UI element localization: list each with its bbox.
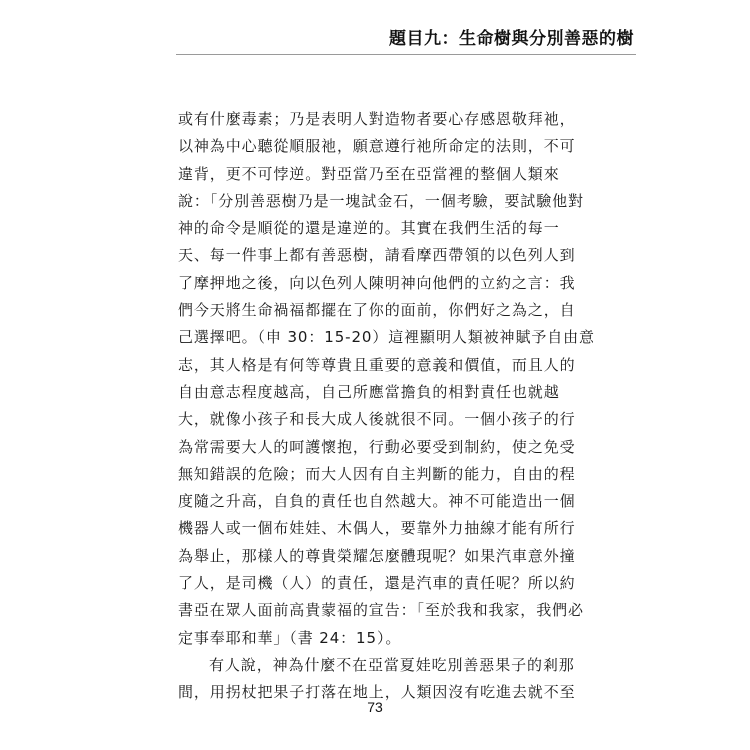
text-line: 為舉止，那樣人的尊貴榮耀怎麼體現呢？如果汽車意外撞 (178, 546, 576, 565)
text-line: 大，就像小孩子和長大成人後就很不同。一個小孩子的行 (178, 410, 576, 429)
text-line: 說：「分別善惡樹乃是一塊試金石，一個考驗，要試驗他對 (178, 191, 584, 210)
running-header-title: 題目九：生命樹與分別善惡的樹 (389, 29, 634, 49)
text-line: 或有什麼毒素；乃是表明人對造物者要心存感恩敬拜祂， (178, 110, 576, 128)
page-number: 73 (367, 699, 383, 715)
text-line: 了摩押地之後，向以色列人陳明神向他們的立約之言：我 (178, 273, 576, 292)
text-line: 天、每一件事上都有善惡樹，請看摩西帶領的以色列人到 (178, 246, 576, 265)
text-line: 有人說，神為什麼不在亞當夏娃吃別善惡果子的剎那 (209, 655, 575, 674)
text-line: 違背，更不可悖逆。對亞當乃至在亞當裡的整個人類來 (178, 164, 560, 183)
text-line: 機器人或一個布娃娃、木偶人，要靠外力抽線才能有所行 (178, 519, 576, 538)
text-line: 己選擇吧。（申 30：15-20）這裡顯明人類被神賦予自由意 (178, 328, 595, 347)
text-line: 度隨之升高，自負的責任也自然越大。神不可能造出一個 (178, 492, 576, 511)
text-line: 了人，是司機（人）的責任，還是汽車的責任呢？所以約 (178, 574, 576, 593)
text-line: 自由意志程度越高，自己所應當擔負的相對責任也就越 (178, 382, 560, 401)
text-line: 無知錯誤的危險；而大人因有自主判斷的能力，自由的程 (178, 464, 576, 483)
body-text (178, 106, 595, 707)
text-line: 為常需要大人的呵護懷抱，行動必要受到制約，使之免受 (178, 437, 576, 456)
text-line: 們今天將生命禍福都擺在了你的面前，你們好之為之，自 (178, 301, 576, 320)
text-line: 間，用拐杖把果子打落在地上，人類因沒有吃進去就不至 (178, 683, 576, 702)
text-line: 神的命令是順從的還是違逆的。其實在我們生活的每一 (178, 219, 560, 238)
text-line: 以神為中心聽從順服祂，願意遵行祂所命定的法則，不可 (178, 137, 576, 156)
header-rule (176, 54, 636, 55)
text-line: 志，其人格是有何等尊貴且重要的意義和價值，而且人的 (178, 355, 576, 374)
text-line: 書亞在眾人面前高貴蒙福的宣告：「至於我和我家，我們必 (178, 601, 584, 620)
text-line: 定事奉耶和華」（書 24：15）。 (178, 628, 402, 647)
